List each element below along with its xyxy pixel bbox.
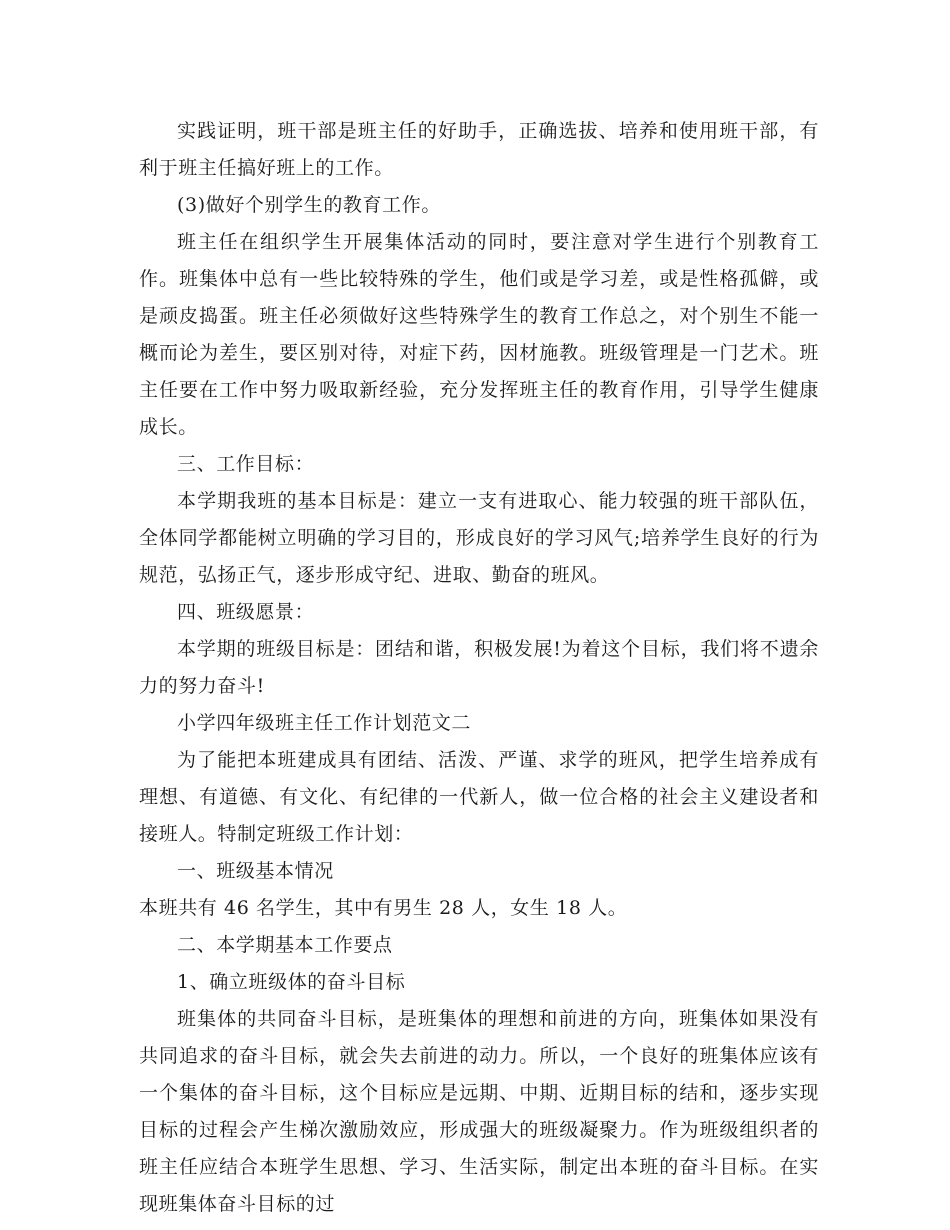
paragraph-work-goals: 本学期我班的基本目标是：建立一支有进取心、能力较强的班干部队伍，全体同学都能树立明确的学习目的，形成良好的学习风气;培养学生良好的行为规范，弘扬正气，逐步形成守纪、进取、勤奋的班风。 <box>139 490 819 586</box>
heading-set-goals: 1、确立班级体的奋斗目标 <box>177 971 406 993</box>
heading-class-vision: 四、班级愿景： <box>177 601 315 623</box>
heading-individual-education: (3)做好个别学生的教育工作。 <box>177 194 441 216</box>
heading-sample-two: 小学四年级班主任工作计划范文二 <box>177 712 472 734</box>
paragraph-plan-intro: 为了能把本班建成具有团结、活泼、严谨、求学的班风，把学生培养成有理想、有道德、有文化、有纪律的一代新人，做一位合格的社会主义建设者和接班人。特制定班级工作计划： <box>139 749 819 845</box>
heading-work-goals: 三、工作目标： <box>177 453 315 475</box>
document-body <box>139 113 819 1223</box>
paragraph-class-cadre-summary: 实践证明，班干部是班主任的好助手，正确选拔、培养和使用班干部，有利于班主任搞好班上的工作。 <box>139 120 819 179</box>
paragraph-set-goals: 班集体的共同奋斗目标，是班集体的理想和前进的方向，班集体如果没有共同追求的奋斗目标，就会失去前进的动力。所以，一个良好的班集体应该有一个集体的奋斗目标，这个目标应是远期、中期、近期目标的结和，逐步实现目标的过程会产生梯次激励效应，形成强大的班级凝聚力。作为班级组织者的班主任应结合本班学生思想、学习、生活实际，制定出本班的奋斗目标。在实现班集体奋斗目标的过 <box>139 1008 819 1215</box>
paragraph-class-vision: 本学期的班级目标是：团结和谐，积极发展!为着这个目标，我们将不遗余力的努力奋斗! <box>139 638 819 697</box>
heading-work-points: 二、本学期基本工作要点 <box>177 934 393 956</box>
paragraph-individual-education: 班主任在组织学生开展集体活动的同时，要注意对学生进行个别教育工作。班集体中总有一些比较特殊的学生，他们或是学习差，或是性格孤僻，或是顽皮捣蛋。班主任必须做好这些特殊学生的教育工作总之，对个别生不能一概而论为差生，要区别对待，对症下药，因材施教。班级管理是一门艺术。班主任要在工作中努力吸取新经验，充分发挥班主任的教育作用，引导学生健康成长。 <box>139 231 819 438</box>
heading-class-basics: 一、班级基本情况 <box>177 860 334 882</box>
paragraph-class-basics: 本班共有 46 名学生，其中有男生 28 人，女生 18 人。 <box>139 897 628 919</box>
